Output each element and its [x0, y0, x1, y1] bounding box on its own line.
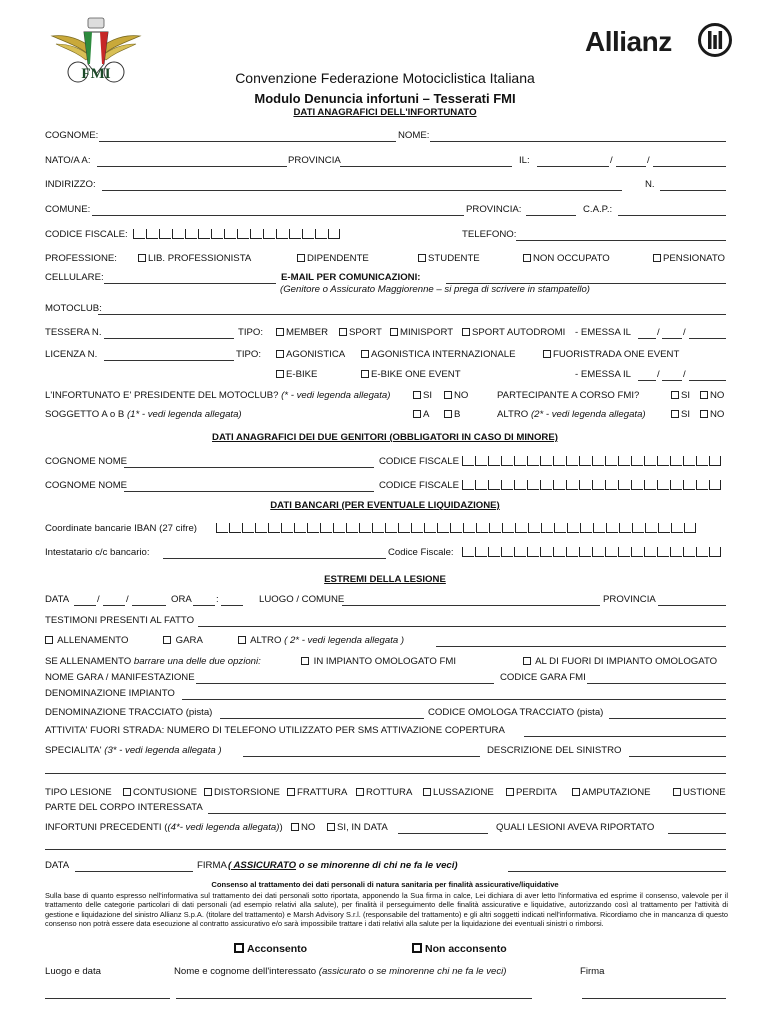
header-subtitle: Modulo Denuncia infortuni – Tesserati FMI — [254, 91, 516, 106]
cap-label: C.A.P.: — [583, 204, 613, 215]
denominazione-impianto-label: DENOMINAZIONE IMPIANTO — [45, 688, 175, 699]
quali-lesioni-field-2[interactable] — [45, 849, 726, 850]
codice-gara-field[interactable] — [587, 683, 726, 684]
nome-gara-field[interactable] — [196, 683, 494, 684]
tipo-minisport-checkbox[interactable]: MINISPORT — [390, 327, 453, 339]
provincia2-field[interactable] — [526, 215, 576, 216]
lesione-provincia-label: PROVINCIA — [603, 594, 656, 605]
allianz-eagle-icon — [697, 22, 733, 58]
genitore2-cf-boxes[interactable] — [462, 480, 722, 492]
codice-fiscale-label: CODICE FISCALE: — [45, 229, 128, 240]
codice-omologa-field[interactable] — [609, 718, 726, 719]
corso-no-checkbox[interactable]: NO — [700, 390, 724, 402]
provincia2-label: PROVINCIA: — [466, 204, 522, 215]
quali-lesioni-field[interactable] — [668, 833, 726, 834]
section-anagrafica-title: DATI ANAGRAFICI DELL'INFORTUNATO — [293, 107, 477, 118]
intestatario-label: Intestatario c/c bancario: — [45, 547, 150, 558]
lesione-amputazione-checkbox[interactable]: AMPUTAZIONE — [572, 787, 651, 799]
codice-fiscale-boxes[interactable] — [133, 229, 341, 241]
allianz-logo — [585, 20, 735, 60]
licenza-emessa-month[interactable] — [662, 380, 682, 381]
lesione-luogo-label: LUOGO / COMUNE — [259, 594, 345, 605]
motoclub-field[interactable] — [98, 314, 726, 315]
lesione-ora-h[interactable] — [193, 605, 215, 606]
intestatario-cf-boxes[interactable] — [462, 547, 722, 559]
nome-cognome-field[interactable] — [176, 998, 532, 999]
cellulare-label: CELLULARE: — [45, 272, 104, 283]
fuori-impianto-checkbox[interactable]: AL DI FUORI DI IMPIANTO OMOLOGATO — [523, 656, 717, 668]
presidente-si-checkbox[interactable]: SI — [413, 390, 432, 402]
tessera-tipo-label: TIPO: — [238, 327, 264, 338]
tessera-emessa-day[interactable] — [638, 338, 656, 339]
specialita-label: SPECIALITA' (3* - vedi legenda allegata ) — [45, 745, 222, 756]
lesione-ora-m[interactable] — [221, 605, 243, 606]
iban-label: Coordinate bancarie IBAN (27 cifre) — [45, 523, 197, 534]
codice-omologa-label: CODICE OMOLOGA TRACCIATO (pista) — [428, 707, 604, 718]
allianz-brand: Allianz — [585, 26, 672, 57]
cognome-label: COGNOME: — [45, 130, 99, 141]
prof-dipendente-checkbox[interactable]: DIPENDENTE — [297, 253, 369, 265]
presidente-label: L'INFORTUNATO E' PRESIDENTE DEL MOTOCLUB? (* - vedi legenda allegata) — [45, 390, 391, 401]
se-allenamento-label: SE ALLENAMENTO barrare una delle due opzioni: — [45, 656, 261, 667]
soggetto-label: SOGGETTO A o B (1* - vedi legenda allegata) — [45, 409, 242, 420]
precedenti-data-field[interactable] — [398, 833, 488, 834]
consenso-text: Sulla base di quanto espresso nell'informativa sul trattamento dei dati personali sotto riportata, apponendo la Sua firma in calce, Lei dichiara di aver letto l'informativa ed esprime il consenso, valevole per il trattamento delle categorie particolari di dati personali (ad esempio relativi alla salute), per finalità il perseguimento delle finalità assicurative e liquidative, autorizzando così al trattamento per l'attività di gestione e liquidazione del sinistro Allianz S.p.A. (titolare del trattamento) e Marsh Advisory S.r.l. (responsabile del trattamento) e gli altri soggetti indicati nell'informativa. Ricordiamo che in mancanza di questo consenso non potrà essere data esecuzione al contratto assicurativo e/o sarà impossibile trattare i dati relativi alla salute per la liquidazione dei eventuali sinistri o rimborsi. — [45, 891, 728, 928]
lesione-lussazione-checkbox[interactable]: LUSSAZIONE — [423, 787, 494, 799]
tipo-autodromi-checkbox[interactable]: SPORT AUTODROMI — [462, 327, 565, 339]
firma-consenso-field[interactable] — [582, 998, 726, 999]
firma-label: FIRMA — [197, 860, 227, 871]
codice-gara-label: CODICE GARA FMI — [500, 672, 586, 683]
prof-pensionato-checkbox[interactable]: PENSIONATO — [653, 253, 725, 265]
civico-field[interactable] — [660, 190, 726, 191]
lesione-contusione-checkbox[interactable]: CONTUSIONE — [123, 787, 197, 799]
soggetto-a-checkbox[interactable]: A — [413, 409, 429, 421]
prof-studente-checkbox[interactable]: STUDENTE — [418, 253, 480, 265]
section-genitori-title: DATI ANAGRAFICI DEI DUE GENITORI (OBBLIGATORI IN CASO DI MINORE) — [212, 432, 558, 443]
email-label: E-MAIL PER COMUNICAZIONI: — [281, 272, 421, 283]
nome-gara-label: NOME GARA / MANIFESTAZIONE — [45, 672, 195, 683]
nome-cognome-label: Nome e cognome dell'interessato (assicurato o se minorenne chi ne fa le veci) — [174, 966, 507, 977]
altro-no-checkbox[interactable]: NO — [700, 409, 724, 421]
lesione-distorsione-checkbox[interactable]: DISTORSIONE — [204, 787, 280, 799]
lesione-frattura-checkbox[interactable]: FRATTURA — [287, 787, 347, 799]
section-bancari-title: DATI BANCARI (PER EVENTUALE LIQUIDAZIONE) — [270, 500, 500, 511]
genitore1-field[interactable] — [124, 467, 374, 468]
il-day-field[interactable] — [537, 166, 609, 167]
consenso-title: Consenso al trattamento dei dati personali di natura sanitaria per finalità assicurative/liquidative — [211, 880, 559, 889]
licenza-emessa-label: - EMESSA IL — [575, 369, 631, 380]
non-acconsento-checkbox[interactable]: Non acconsento — [412, 943, 507, 955]
tipo-sport-checkbox[interactable]: SPORT — [339, 327, 382, 339]
tessera-emessa-year[interactable] — [689, 338, 726, 339]
comune-field[interactable] — [92, 215, 464, 216]
genitore1-cf-boxes[interactable] — [462, 456, 722, 468]
indirizzo-label: INDIRIZZO: — [45, 179, 96, 190]
licenza-fuoristrada-checkbox[interactable]: FUORISTRADA ONE EVENT — [543, 349, 679, 361]
parte-corpo-label: PARTE DEL CORPO INTERESSATA — [45, 802, 203, 813]
lesione-luogo-field[interactable] — [342, 605, 600, 606]
licenza-internazionale-checkbox[interactable]: AGONISTICA INTERNAZIONALE — [361, 349, 515, 361]
provincia-label: PROVINCIA — [288, 155, 341, 166]
denominazione-tracciato-field[interactable] — [220, 718, 424, 719]
cognome-field[interactable] — [99, 141, 396, 142]
altro-si-checkbox[interactable]: SI — [671, 409, 690, 421]
nome-label: NOME: — [398, 130, 430, 141]
licenza-agonistica-checkbox[interactable]: AGONISTICA — [276, 349, 345, 361]
firma-assicurato-label: ( ASSICURATO o se minorenne di chi ne fa le veci) — [228, 860, 458, 871]
nome-field[interactable] — [430, 141, 726, 142]
testimoni-field[interactable] — [198, 626, 726, 627]
genitore2-cf-label: CODICE FISCALE — [379, 480, 459, 491]
gara-checkbox[interactable]: GARA — [163, 635, 203, 647]
firma-field[interactable] — [508, 871, 726, 872]
section-lesione-title: ESTREMI DELLA LESIONE — [324, 574, 446, 585]
descrizione-field-2[interactable] — [45, 773, 726, 774]
provincia-field[interactable] — [340, 166, 512, 167]
ebike-checkbox[interactable]: E-BIKE — [276, 369, 317, 381]
il-year-field[interactable] — [653, 166, 726, 167]
precedenti-no-checkbox[interactable]: NO — [291, 822, 315, 834]
tessera-emessa-month[interactable] — [662, 338, 682, 339]
form-page: FMI Allianz Convenzione Federazione Motociclistica Italiana Modulo Denuncia infortuni – Tesserati FMI DATI ANAGRAFICI DELL'INFORTUNATO COGNOME: NOME: NATO/A A: PROVINCIA IL: / / INDIRIZZO: N. COMUNE: PROVINCIA: C.A.P.: CODICE FISCALE: TELEFONO: PROFESSIONE: LIB. PROFESSIONISTA DIPENDENTE STUDENTE NON OCCUPATO PENSIONATO CELLULARE: E-MAIL PER COMUNICAZIONI: (Genitore o Assicurato Maggiorenne – si prega di scrivere in stampatello) MOTOCLUB: TESSERA N. TIPO: MEMBER SPORT MINISPORT SPORT AUTODROMI - EMESSA IL / / LICENZA N. TIPO: AGONISTICA AGONISTICA INTERNAZIONALE FUORISTRADA ONE EVENT E-BIKE E-BIKE ONE EVENT - EMESSA IL / / L'INFORTUNATO E' PRESIDENTE DEL MOTOCLUB? (* - vedi legenda allegata) SI NO PARTECIPANTE A CORSO FMI? SI NO SOGGETTO A o B (1* - vedi legenda allegata) A B ALTRO (2* - vedi legenda allegata) SI NO DATI ANAGRAFICI DEI DUE GENITORI (OBBLIGATORI IN CASO DI MINORE) COGNOME NOME CODICE FISCALE COGNOME NOME CODICE FISCALE DATI BANCARI (PER EVENTUALE LIQUIDAZIONE) Coordinate bancarie IBAN (27 cifre) Intestatario c/c bancario: Codice Fiscale: ESTREMI DELLA LESIONE DATA / / ORA : LUOGO / COMUNE PROVINCIA TESTIMONI PRESENTI AL FATTO ALLENAMENTO GARA ALTRO ( 2* - vedi legenda allegata ) SE ALLENAMENTO barrare una delle due opzioni: IN IMPIANTO OMOLOGATO FMI AL DI FUORI DI IMPIANTO OMOLOGATO NOME GARA / MANIFESTAZIONE CODICE GARA FMI DENOMINAZIONE IMPIANTO DENOMINAZIONE TRACCIATO (pista) CODICE OMOLOGA TRACCIATO (pista) ATTIVITA' FUORI STRADA: NUMERO DI TELEFONO UTILIZZATO PER SMS ATTIVAZIONE COPERTURA SPECIALITA' (3* - vedi legenda allegata ) DESCRIZIONE DEL SINISTRO TIPO LESIONE CONTUSIONE DISTORSIONE FRATTURA ROTTURA LUSSAZIONE PERDITA AMPUTAZIONE USTIONE PARTE DEL CORPO INTERESSATA INFORTUNI PRECEDENTI ((4*- vedi legenda allegata)) NO SI, IN DATA QUALI LESIONI AVEVA RIPORTATO DATA FIRMA ( ASSICURATO o se minorenne di chi ne fa le veci) Consenso al trattamento dei dati personali di natura sanitaria per finalità assicurative/liquidative Sulla base di quanto espresso nell'informativa sul trattamento dei dati personali sotto riportata, apponendo la Sua firma in calce, Lei dichiara di aver letto l'informativa ed esprime il consenso, valevole per il trattamento delle categorie particolari di dati personali (ad esempio relativi alla salute), per finalità il perseguimento delle finalità assicurative e liquidative, autorizzando così al trattamento per l'attività di gestione e liquidazione del sinistro Allianz S.p.A. (titolare del trattamento) e Marsh Advisory S.r.l. (responsabile del trattamento) e gli altri soggetti indicati nell'informativa. Ricordiamo che in mancanza di questo consenso non potrà essere data esecuzione al contratto assicurativo e/o sarà impossibile trattare i dati relativi alla salute per la liquidazione dei eventuali sinistri o rimborsi. Acconsento Non acconsento Luogo e data Nome e cognome dell'interessato (assicurato o se minorenne chi ne fa le veci) Firma — [0, 0, 770, 1024]
firma-data-label: DATA — [45, 860, 70, 871]
iban-boxes[interactable] — [216, 523, 697, 535]
nato-field[interactable] — [97, 166, 287, 167]
comune-label: COMUNE: — [45, 204, 91, 215]
licenza-tipo-label: TIPO: — [236, 349, 262, 360]
lesione-data-year[interactable] — [132, 605, 166, 606]
genitore2-field[interactable] — [124, 491, 374, 492]
il-label: IL: — [519, 155, 530, 166]
tessera-label: TESSERA N. — [45, 327, 102, 338]
genitore1-cf-label: CODICE FISCALE — [379, 456, 459, 467]
partecipante-label: PARTECIPANTE A CORSO FMI? — [497, 390, 640, 401]
nato-label: NATO/A A: — [45, 155, 91, 166]
denominazione-impianto-field[interactable] — [182, 699, 726, 700]
firma-consenso-label: Firma — [580, 966, 605, 977]
telefono-label: TELEFONO: — [462, 229, 517, 240]
parte-corpo-field[interactable] — [208, 813, 726, 814]
genitore2-label: COGNOME NOME — [45, 480, 128, 491]
licenza-label: LICENZA N. — [45, 349, 98, 360]
telefono-field[interactable] — [516, 240, 726, 241]
email-note: (Genitore o Assicurato Maggiorenne – si prega di scrivere in stampatello) — [280, 284, 590, 295]
precedenti-si-checkbox[interactable]: SI, IN DATA — [327, 822, 388, 834]
firma-data-field[interactable] — [75, 871, 193, 872]
specialita-field[interactable] — [243, 756, 480, 757]
acconsento-checkbox[interactable]: Acconsento — [234, 943, 307, 955]
tessera-emessa-label: - EMESSA IL — [575, 327, 631, 338]
genitore1-label: COGNOME NOME — [45, 456, 128, 467]
civico-label: N. — [645, 179, 655, 190]
tipo-lesione-label: TIPO LESIONE — [45, 787, 112, 798]
lesione-ustione-checkbox[interactable]: USTIONE — [673, 787, 726, 799]
infortuni-precedenti-label: INFORTUNI PRECEDENTI ((4*- vedi legenda allegata)) — [45, 822, 283, 833]
prof-libero-checkbox[interactable]: LIB. PROFESSIONISTA — [138, 253, 251, 265]
fmi-logo-letters: FMI — [81, 66, 111, 82]
luogo-data-label: Luogo e data — [45, 966, 102, 977]
altro-lesione-checkbox[interactable]: ALTRO ( 2* - vedi legenda allegata ) — [238, 635, 404, 647]
cellulare-field[interactable] — [104, 283, 276, 284]
attivita-fuori-label: ATTIVITA' FUORI STRADA: NUMERO DI TELEFONO UTILIZZATO PER SMS ATTIVAZIONE COPERTURA — [45, 725, 505, 736]
lesione-ora-label: ORA — [171, 594, 192, 605]
lesione-provincia-field[interactable] — [658, 605, 726, 606]
altro-lesione-field[interactable] — [436, 646, 726, 647]
lesione-data-label: DATA — [45, 594, 70, 605]
presidente-no-checkbox[interactable]: NO — [444, 390, 468, 402]
lesione-perdita-checkbox[interactable]: PERDITA — [506, 787, 557, 799]
il-month-field[interactable] — [616, 166, 646, 167]
prof-non-occupato-checkbox[interactable]: NON OCCUPATO — [523, 253, 610, 265]
cap-field[interactable] — [618, 215, 726, 216]
licenza-emessa-day[interactable] — [638, 380, 656, 381]
tipo-member-checkbox[interactable]: MEMBER — [276, 327, 328, 339]
licenza-field[interactable] — [104, 360, 234, 361]
quali-lesioni-label: QUALI LESIONI AVEVA RIPORTATO — [496, 822, 655, 833]
tessera-field[interactable] — [104, 338, 234, 339]
denominazione-tracciato-label: DENOMINAZIONE TRACCIATO (pista) — [45, 707, 213, 718]
luogo-data-field[interactable] — [45, 998, 170, 999]
professione-label: PROFESSIONE: — [45, 253, 117, 264]
lesione-rottura-checkbox[interactable]: ROTTURA — [356, 787, 412, 799]
descrizione-field-1[interactable] — [629, 756, 726, 757]
in-impianto-checkbox[interactable]: IN IMPIANTO OMOLOGATO FMI — [301, 656, 456, 668]
soggetto-b-checkbox[interactable]: B — [444, 409, 460, 421]
lesione-data-day[interactable] — [74, 605, 96, 606]
indirizzo-field[interactable] — [102, 190, 622, 191]
testimoni-label: TESTIMONI PRESENTI AL FATTO — [45, 615, 195, 626]
allenamento-checkbox[interactable]: ALLENAMENTO — [45, 635, 128, 647]
licenza-emessa-year[interactable] — [689, 380, 726, 381]
descrizione-label: DESCRIZIONE DEL SINISTRO — [487, 745, 622, 756]
lesione-data-month[interactable] — [103, 605, 125, 606]
altro-label: ALTRO (2* - vedi legenda allegata) — [497, 409, 646, 420]
attivita-fuori-field[interactable] — [524, 736, 726, 737]
intestatario-field[interactable] — [163, 558, 386, 559]
header-title: Convenzione Federazione Motociclistica Italiana — [235, 70, 535, 86]
ebike-one-checkbox[interactable]: E-BIKE ONE EVENT — [361, 369, 461, 381]
corso-si-checkbox[interactable]: SI — [671, 390, 690, 402]
intestatario-cf-label: Codice Fiscale: — [388, 547, 454, 558]
motoclub-label: MOTOCLUB: — [45, 303, 102, 314]
